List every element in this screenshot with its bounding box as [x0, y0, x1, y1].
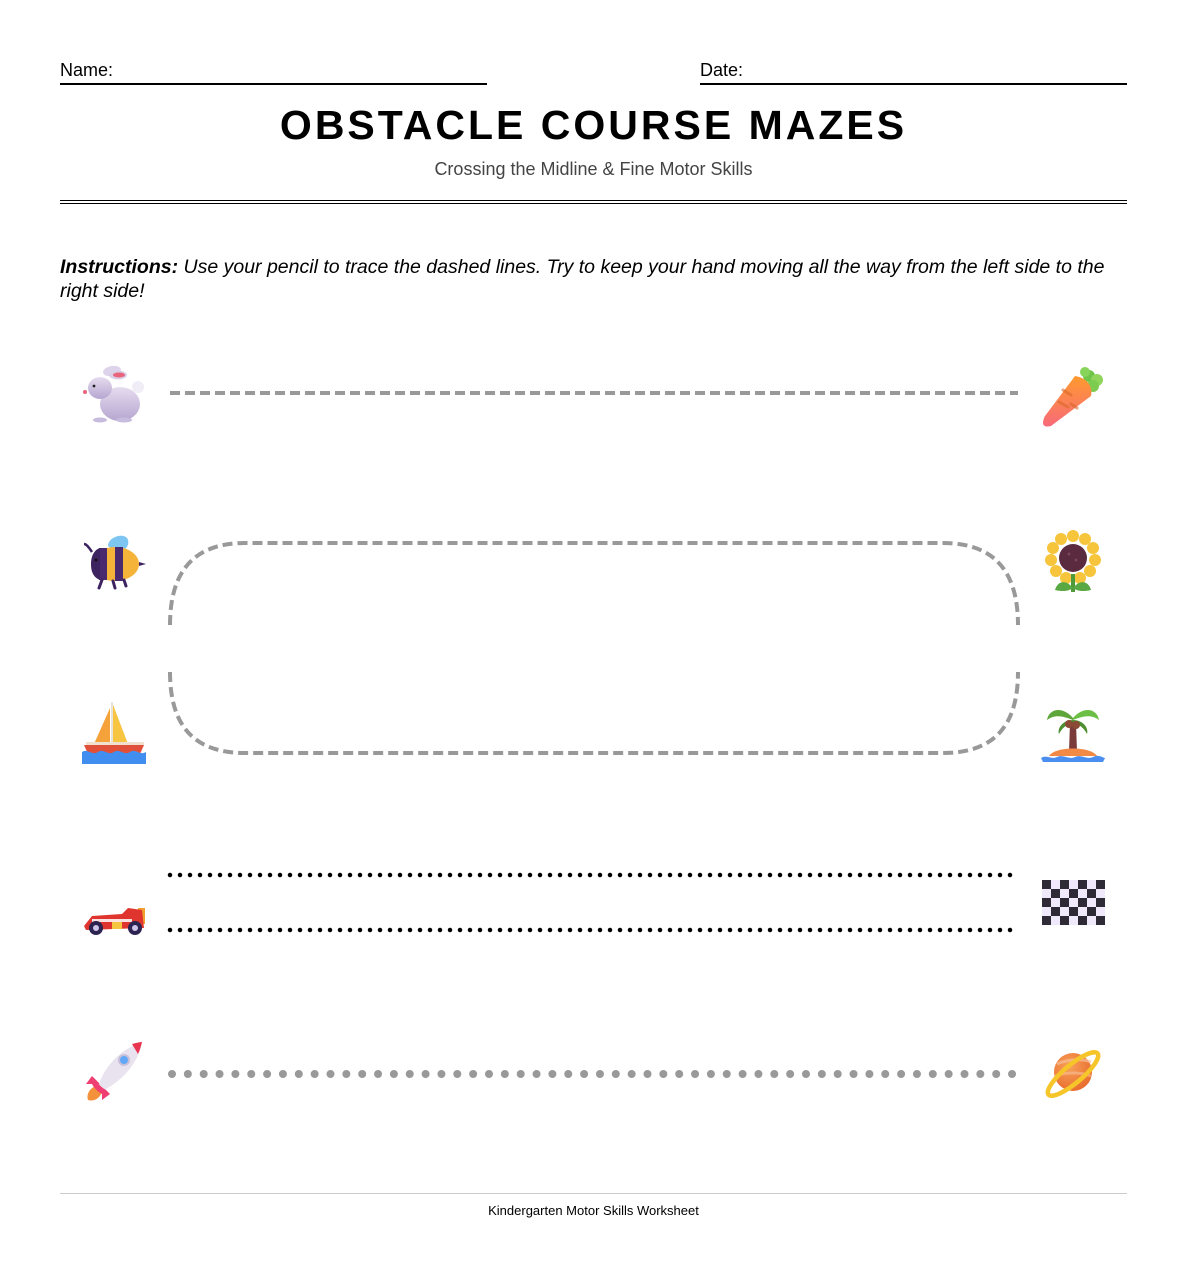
- sunflower-icon: [1041, 530, 1105, 594]
- page-subtitle: Crossing the Midline & Fine Motor Skills: [434, 159, 753, 179]
- bee-icon: [82, 532, 146, 596]
- race-car-icon: [82, 888, 146, 952]
- sailboat-icon: [82, 700, 146, 764]
- palm-island-icon: [1041, 700, 1105, 764]
- ringed-planet-icon: [1041, 1042, 1105, 1106]
- rabbit-icon: [82, 360, 146, 424]
- rocket-icon: [82, 1040, 146, 1104]
- instructions-label: Instructions:: [60, 256, 179, 278]
- footer-text: Kindergarten Motor Skills Worksheet: [488, 1203, 699, 1218]
- checkered-flag-icon: [1041, 871, 1105, 935]
- date-field[interactable]: [700, 58, 1127, 85]
- maze-path-bee-sunflower[interactable]: [170, 543, 1018, 625]
- header-divider: [60, 200, 1127, 204]
- page-title: OBSTACLE COURSE MAZES: [279, 102, 908, 148]
- carrot-icon: [1041, 364, 1105, 428]
- name-field[interactable]: [60, 58, 487, 85]
- footer-divider: [60, 1193, 1127, 1194]
- maze-path-boat-island[interactable]: [170, 672, 1018, 753]
- date-label: Date:: [700, 60, 744, 80]
- name-label: Name:: [60, 60, 114, 80]
- instructions-text: Use your pencil to trace the dashed lines. Try to keep your hand moving all the way from the left side to the right side!: [60, 256, 1105, 302]
- instructions: [60, 255, 1135, 303]
